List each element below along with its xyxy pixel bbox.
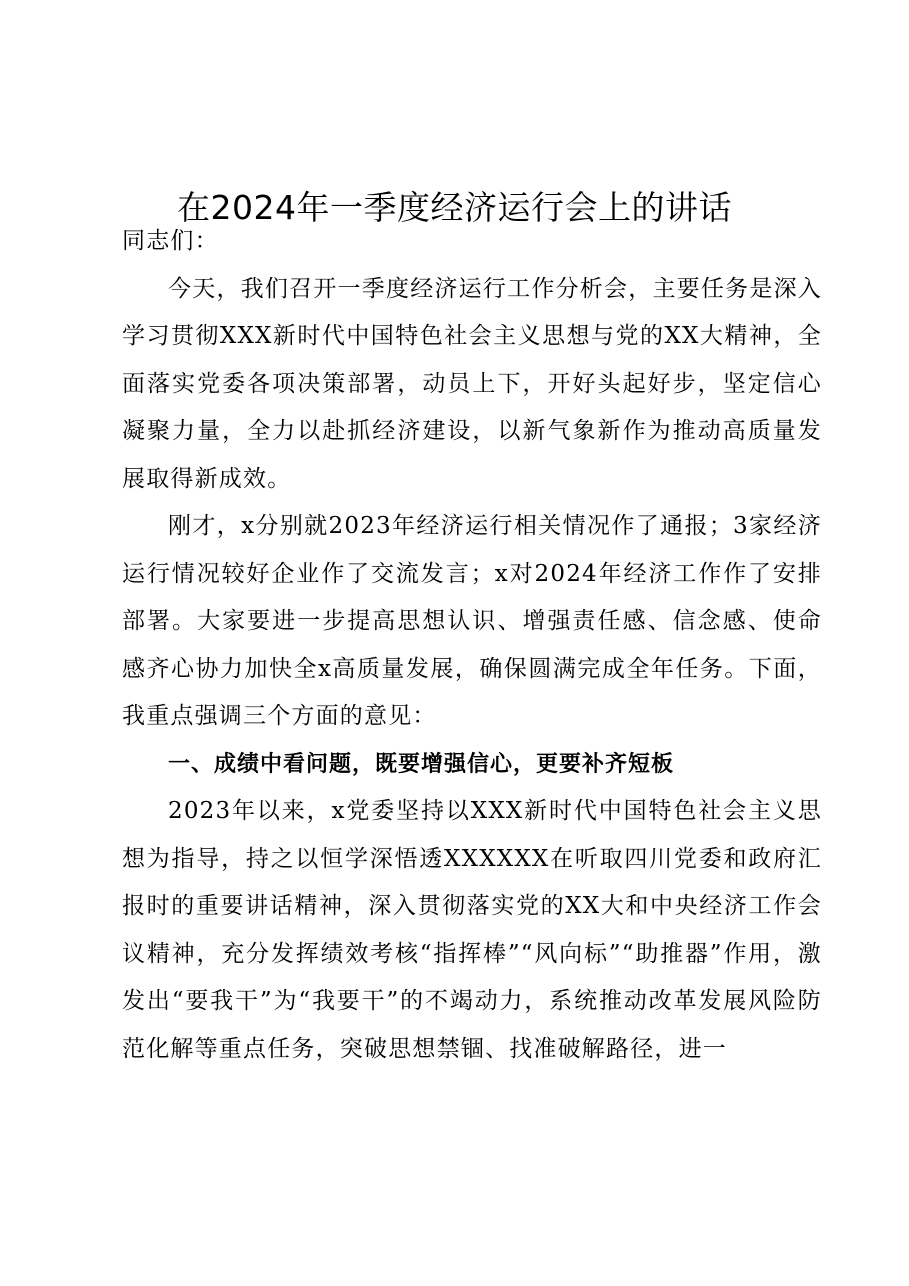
body-paragraph-1: 今天，我们召开一季度经济运行工作分析会，主要任务是深入学习贯彻XXX新时代中国特色社会主义思想与党的XX大精神，全面落实党委各项决策部署，动员上下，开好头起好步，坚定信心凝聚力量，全力以赴抓经济建设，以新气象新作为推动高质量发展取得新成效。 (122, 275, 822, 492)
salutation: 同志们： (122, 228, 219, 254)
document-title: 在2024年一季度经济运行会上的讲话 (177, 188, 732, 228)
section-paragraph-1: 2023年以来，x党委坚持以XXX新时代中国特色社会主义思想为指导，持之以恒学深悟透XXXXXX在听取四川党委和政府汇报时的重要讲话精神，深入贯彻落实党的XX大和中央经济工作会议精神，充分发挥绩效考核“指挥棒”“风向标”“助推器”作用，激发出“要我干”为“我要干”的不竭动力，系统推动改革发展风险防范化解等重点任务，突破思想禁锢、找准破解路径，进一 (122, 798, 822, 1062)
document-body (122, 218, 822, 1073)
body-paragraph-2: 刚才，x分别就2023年经济运行相关情况作了通报；3家经济运行情况较好企业作了交流发言；x对2024年经济工作作了安排部署。大家要进一步提高思想认识、增强责任感、信念感、使命感齐心协力加快全x高质量发展，确保圆满完成全年任务。下面，我重点强调三个方面的意见： (122, 513, 822, 729)
section-heading-1: 一、成绩中看问题，既要增强信心，更要补齐短板 (168, 751, 675, 777)
